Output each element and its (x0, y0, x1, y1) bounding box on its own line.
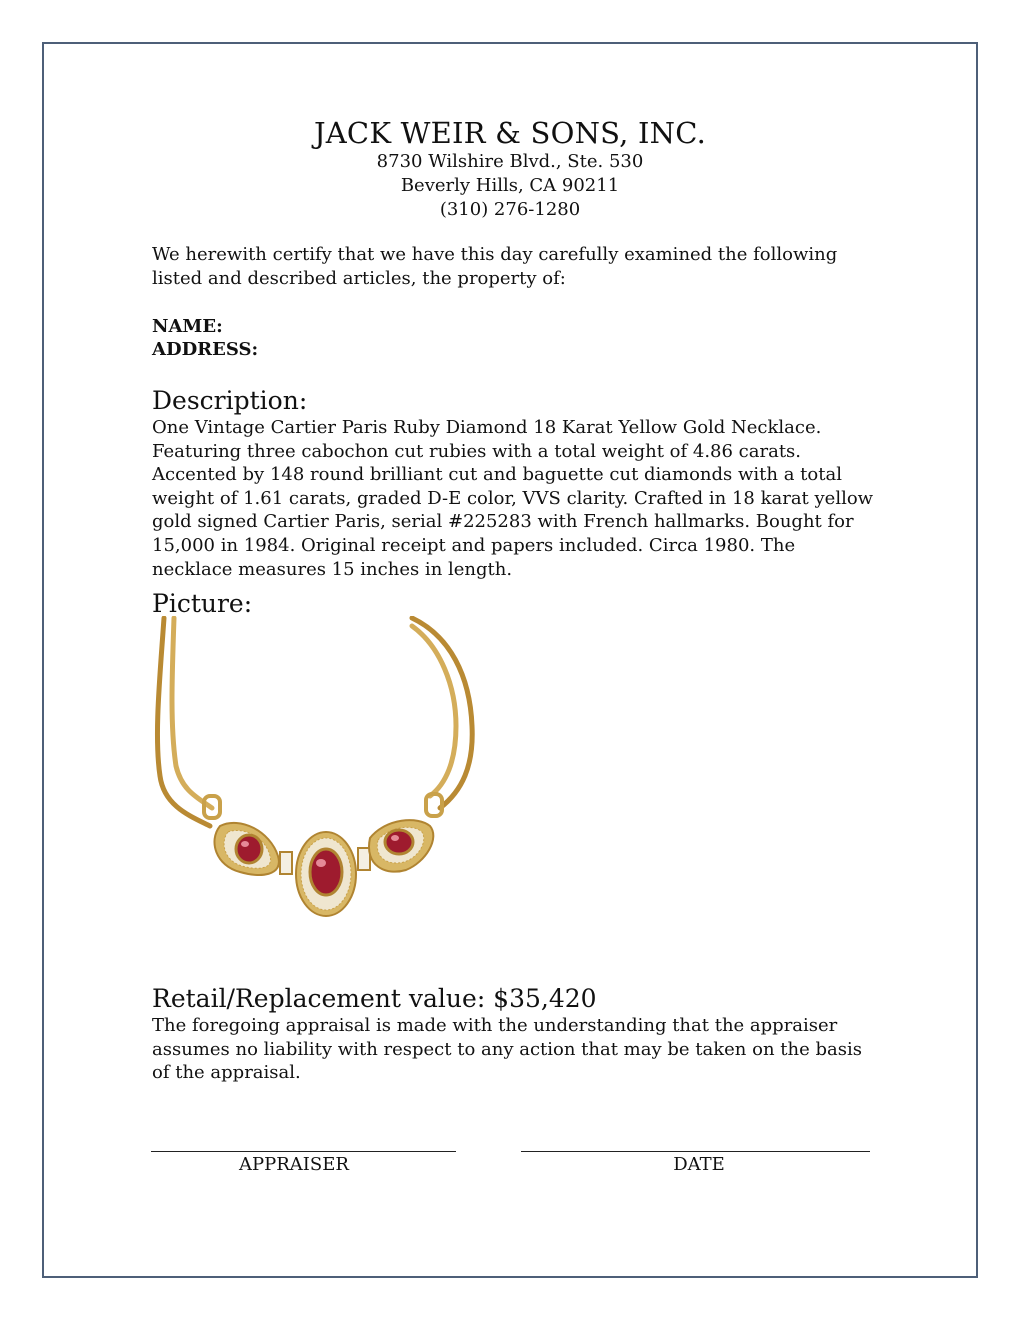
description-body: One Vintage Cartier Paris Ruby Diamond 18 Karat Yellow Gold Necklace. Featuring three cabochon cut rubies with a total weight of 4.86 carats. Accented by 148 round brilliant cut and baguette cut diamonds with a total weight of 1.61 carats, graded D-E color, VVS clarity. Crafted in 18 karat yellow gold signed Cartier Paris, serial #225283 with French hallmarks. Bought for 15,000 in 1984. Original receipt and papers included. Circa 1980. The necklace measures 15 inches in length. (152, 417, 874, 580)
certification-intro: We herewith certify that we have this day carefully examined the following listed and described articles, the property of: (152, 244, 838, 289)
owner-address-label: ADDRESS: (152, 339, 259, 360)
date-signature-line (521, 1151, 870, 1152)
right-ruby-setting (369, 820, 433, 872)
company-address-city: Beverly Hills, CA 90211 (400, 175, 620, 196)
necklace-photo (150, 616, 490, 926)
appraiser-label: APPRAISER (239, 1154, 349, 1175)
right-link (426, 794, 442, 816)
appraiser-signature-line (151, 1151, 456, 1152)
left-ruby-setting (214, 823, 278, 875)
appraisal-disclaimer: The foregoing appraisal is made with the understanding that the appraiser assumes no liability with respect to any action that may be taken on the basis of the appraisal. (152, 1015, 862, 1084)
picture-heading: Picture: (152, 589, 253, 618)
company-address-street: 8730 Wilshire Blvd., Ste. 530 (376, 151, 644, 172)
company-name: JACK WEIR & SONS, INC. (313, 116, 707, 150)
left-chain-inner (172, 618, 212, 808)
description-heading: Description: (152, 386, 308, 415)
company-phone: (310) 276-1280 (439, 199, 581, 220)
center-ruby-setting (296, 832, 356, 916)
left-baguette (280, 852, 292, 874)
left-chain-outer (157, 618, 210, 826)
owner-name-label: NAME: (152, 316, 223, 337)
date-label: DATE (673, 1154, 725, 1175)
retail-value-heading: Retail/Replacement value: $35,420 (152, 984, 597, 1013)
